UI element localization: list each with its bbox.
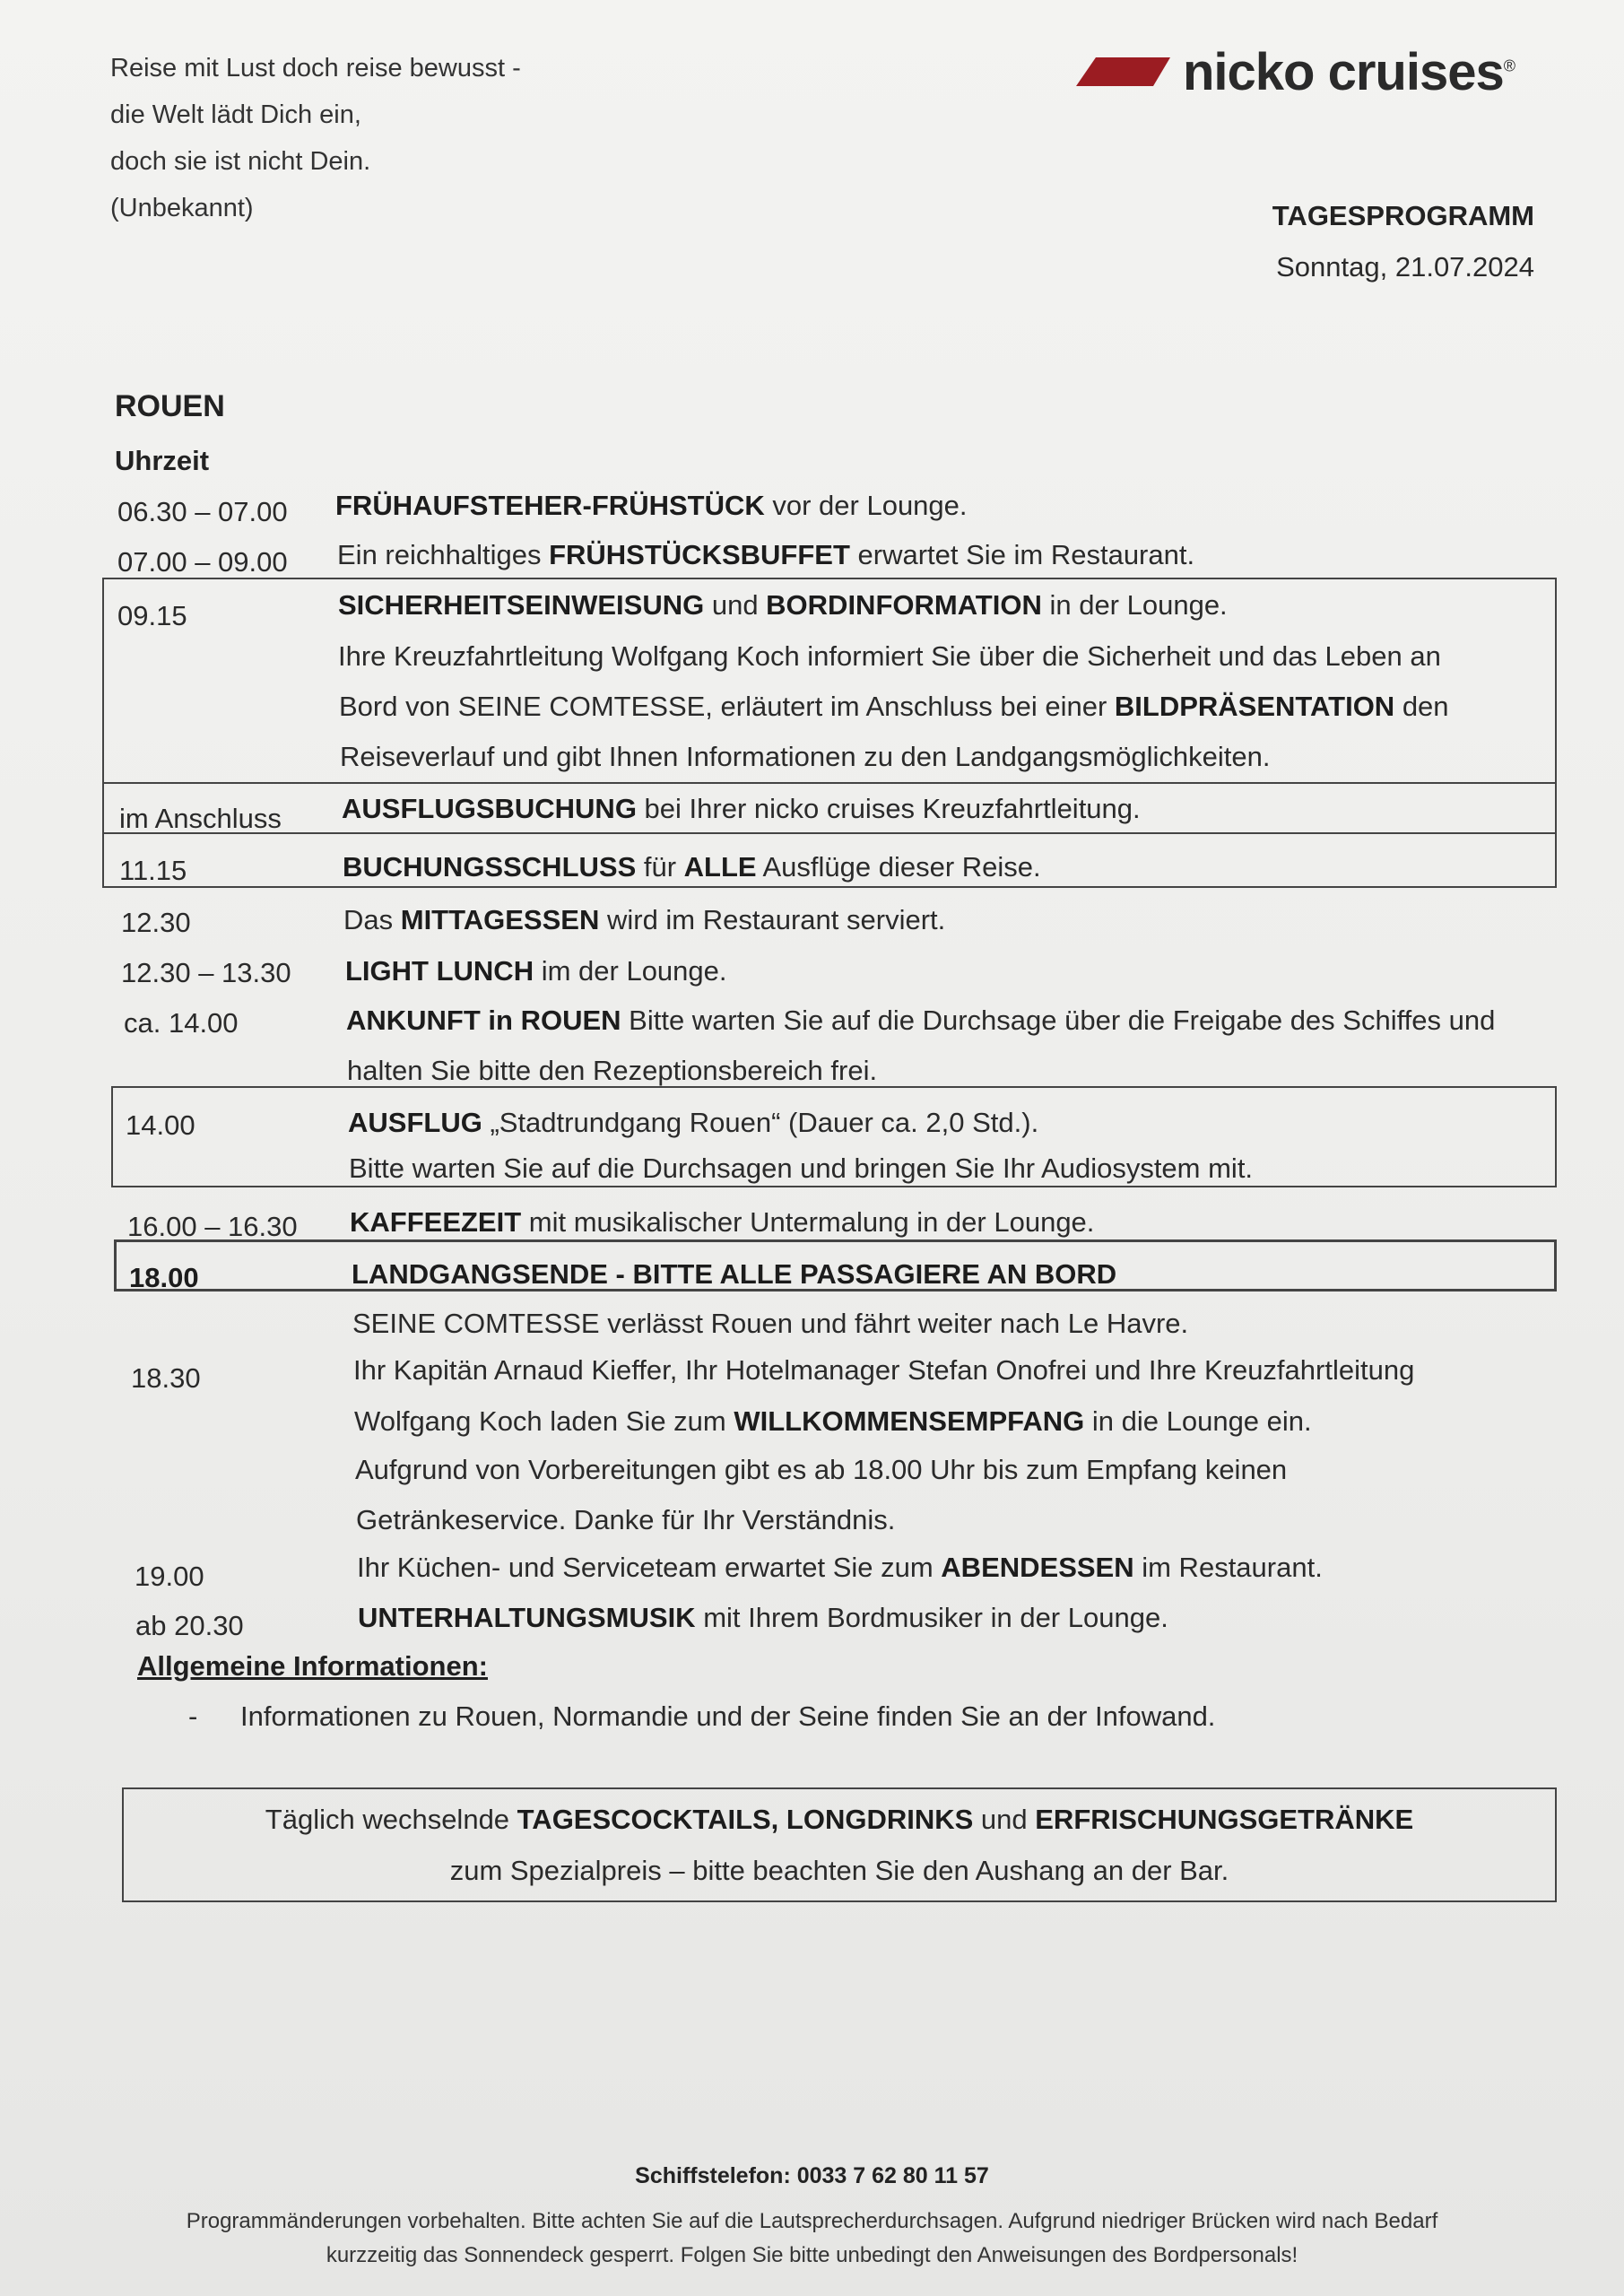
- schedule-time: im Anschluss: [119, 803, 282, 834]
- schedule-time: 12.30 – 13.30: [121, 957, 291, 988]
- program-header: [1272, 190, 1534, 292]
- schedule-entry-text: Reiseverlauf und gibt Ihnen Informationen zu den Landgangsmöglichkeiten.: [340, 741, 1271, 772]
- schedule-time: 18.00: [129, 1262, 199, 1293]
- schedule-entry-text: halten Sie bitte den Rezeptionsbereich frei.: [347, 1055, 878, 1086]
- nicko-cruises-logo-icon: [1076, 52, 1170, 91]
- schedule-entry-text: SEINE COMTESSE verlässt Rouen und fährt weiter nach Le Havre.: [352, 1308, 1189, 1339]
- list-dash: -: [188, 1700, 198, 1732]
- schedule-entry: ANKUNFT in ROUEN Bitte warten Sie auf die Durchsage über die Freigabe des Schiffes und: [346, 1004, 1496, 1036]
- schedule-entry: UNTERHALTUNGSMUSIK mit Ihrem Bordmusiker in der Lounge.: [358, 1602, 1168, 1633]
- schedule-entry-text: Getränkeservice. Danke für Ihr Verständnis.: [356, 1504, 896, 1535]
- schedule-time: 06.30 – 07.00: [117, 496, 288, 527]
- quote: [110, 45, 521, 231]
- footer-notice: [0, 2205, 1624, 2273]
- schedule-entry: AUSFLUGSBUCHUNG bei Ihrer nicko cruises Kreuzfahrtleitung.: [342, 793, 1141, 824]
- schedule-entry: FRÜHAUFSTEHER-FRÜHSTÜCK vor der Lounge.: [335, 490, 968, 521]
- schedule-entry-text: Ihre Kreuzfahrtleitung Wolfgang Koch informiert Sie über die Sicherheit und das Leben an: [338, 640, 1441, 672]
- program-title: TAGESPROGRAMM: [1272, 200, 1534, 231]
- schedule-time: 18.30: [131, 1362, 201, 1394]
- general-info-heading: Allgemeine Informationen:: [137, 1650, 488, 1682]
- city-heading: ROUEN: [115, 389, 225, 423]
- schedule-entry-text: Ihr Kapitän Arnaud Kieffer, Ihr Hotelmanager Stefan Onofrei und Ihre Kreuzfahrtleitung: [353, 1354, 1415, 1386]
- schedule-entry: Das MITTAGESSEN wird im Restaurant serviert.: [343, 904, 946, 935]
- schedule-time: ca. 14.00: [124, 1007, 239, 1039]
- schedule-entry: SICHERHEITSEINWEISUNG und BORDINFORMATION in der Lounge.: [338, 589, 1228, 621]
- quote-author: (Unbekannt): [110, 194, 254, 222]
- cocktail-notice-line: Täglich wechselnde TAGESCOCKTAILS, LONGDRINKS und ERFRISCHUNGSGETRÄNKE: [265, 1804, 1414, 1835]
- footer-notice-line: kurzzeitig das Sonnendeck gesperrt. Folgen Sie bitte unbedingt den Anweisungen des Bordpersonals!: [326, 2243, 1298, 2267]
- cocktail-notice-line: zum Spezialpreis – bitte beachten Sie den Aushang an der Bar.: [449, 1855, 1229, 1886]
- schedule-entry-text: Bord von SEINE COMTESSE, erläutert im Anschluss bei einer BILDPRÄSENTATION den: [339, 691, 1449, 722]
- schedule-entry: Ihr Küchen- und Serviceteam erwartet Sie zum ABENDESSEN im Restaurant.: [357, 1552, 1323, 1583]
- schedule-entry-text: Wolfgang Koch laden Sie zum WILLKOMMENSEMPFANG in die Lounge ein.: [354, 1405, 1312, 1437]
- schedule-entry: LANDGANGSENDE - BITTE ALLE PASSAGIERE AN BORD: [352, 1258, 1117, 1290]
- quote-line: Reise mit Lust doch reise bewusst -: [110, 54, 521, 83]
- quote-line: die Welt lädt Dich ein,: [110, 100, 361, 129]
- schedule-entry: Ein reichhaltiges FRÜHSTÜCKSBUFFET erwartet Sie im Restaurant.: [337, 539, 1195, 570]
- schedule-time: ab 20.30: [135, 1610, 244, 1641]
- schedule-time: 19.00: [135, 1561, 204, 1592]
- program-date: Sonntag, 21.07.2024: [1276, 251, 1534, 283]
- schedule-entry: AUSFLUG „Stadtrundgang Rouen“ (Dauer ca. 2,0 Std.).: [348, 1107, 1039, 1138]
- schedule-time: 09.15: [117, 600, 187, 631]
- schedule-entry-text: Aufgrund von Vorbereitungen gibt es ab 18.00 Uhr bis zum Empfang keinen: [355, 1454, 1288, 1485]
- schedule-entry-text: Bitte warten Sie auf die Durchsagen und bringen Sie Ihr Audiosystem mit.: [349, 1152, 1254, 1184]
- schedule-entry: BUCHUNGSSCHLUSS für ALLE Ausflüge dieser Reise.: [343, 851, 1041, 883]
- schedule-time: 16.00 – 16.30: [127, 1211, 298, 1242]
- time-column-heading: Uhrzeit: [115, 445, 210, 476]
- footer-notice-line: Programmänderungen vorbehalten. Bitte achten Sie auf die Lautsprecherdurchsagen. Aufgrund niedriger Brücken wird nach Bedarf: [186, 2209, 1438, 2233]
- brand-name: nicko cruises®: [1183, 42, 1515, 101]
- brand-logo: [1076, 42, 1515, 101]
- general-info-text: Informationen zu Rouen, Normandie und der Seine finden Sie an der Infowand.: [240, 1700, 1216, 1732]
- schedule-time: 11.15: [119, 855, 187, 886]
- cocktail-notice-box: [122, 1787, 1557, 1902]
- quote-line: doch sie ist nicht Dein.: [110, 147, 371, 176]
- schedule-entry: LIGHT LUNCH im der Lounge.: [345, 955, 727, 987]
- schedule-time: 14.00: [126, 1109, 195, 1141]
- schedule-entry: KAFFEEZEIT mit musikalischer Untermalung in der Lounge.: [350, 1206, 1095, 1238]
- ship-phone: Schiffstelefon: 0033 7 62 80 11 57: [635, 2163, 989, 2188]
- schedule-time: 12.30: [121, 907, 191, 938]
- schedule-time: 07.00 – 09.00: [117, 546, 288, 578]
